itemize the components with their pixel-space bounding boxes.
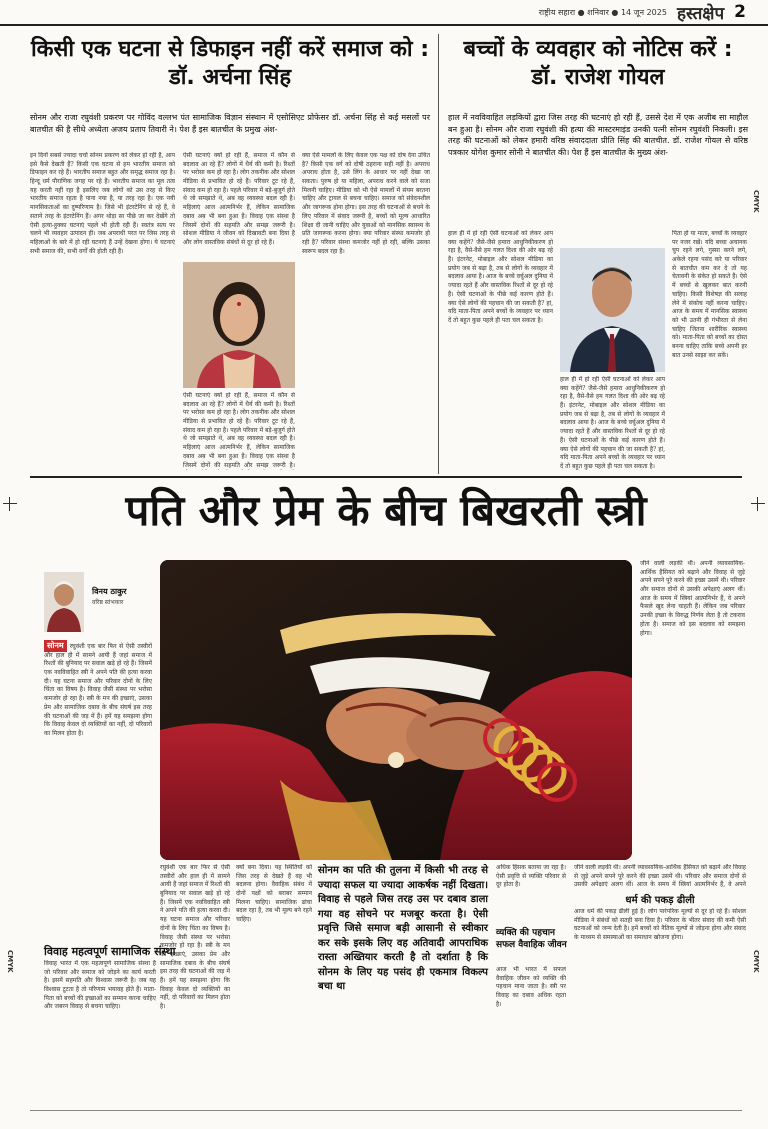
section-divider <box>30 476 742 478</box>
main-story-column-b: क्यों बना दिया। यह स्थितियों को जिस तरह से देखते हैं वह भी बदलना होगा। वैवाहिक संबंध में दोनों पक्षों को बराबर सम्मान मिलना चाहिए। सामाजिक ढांचा बदल रहा है, तब भी मूल्य बने रहने चाहिए। <box>236 864 312 924</box>
right-story-column-2: पिता हो या माता, बच्चों के व्यवहार पर नजर रखें। यदि बच्चा अचानक चुप रहने लगे, गुस्सा करने लगे, अकेले रहना पसंद करे या परिवार से बातचीत कम कर दे तो यह चेतावनी के संकेत हो सकते हैं। ऐसे में बच्चों से खुलकर बात करनी चाहिए। किसी विशेषज्ञ की सलाह लेने में संकोच नहीं करना चाहिए। आज के समय में मानसिक स्वास्थ्य को भी उतनी ही गंभीरता से लेना चाहिए जितना शारीरिक स्वास्थ्य को। माता-पिता को बच्चों का दोस्त बनना चाहिए ताकि बच्चे अपनी हर बात उनसे साझा कर सकें। <box>672 230 747 359</box>
left-story-column-3: क्या ऐसे मामलों के लिए केवल एक पक्ष को दोष देना उचित है? किसी एक वर्ग को दोषी ठहराना सही नहीं है। अपराध अपराध होता है, उसे लिंग के आधार पर नहीं देखा जा सकता। पुरुष हो या महिला, अपराध करने वाले को सजा मिलनी चाहिए। मीडिया को भी ऐसे मामलों में संयम बरतना चाहिए और ट्रायल से बचना चाहिए। समाज को संवेदनशील और जागरूक होना होगा। इस तरह की घटनाओं से बचने के लिए परिवार में संवाद जरूरी है, बच्चों को मूल्य आधारित शिक्षा दी जानी चाहिए और युवाओं को मानसिक स्वास्थ्य के प्रति जागरूक करना होगा। क्या परिवार संस्था कमजोर हो रही है? परिवार संस्था कमजोर नहीं हो रही, बल्कि उसका स्वरूप बदल रहा है। <box>302 152 430 255</box>
left-story-column-2: ऐसी घटनाएं क्यों हो रही हैं, समाज में कौन से बदलाव आ रहे हैं? लोगों में धैर्य की कमी है। रिश्तों पर भरोसा कम हो रहा है। लोग तकनीक और सोशल मीडिया से प्रभावित हो रहे हैं। परिवार टूट रहे हैं, संवाद कम हो रहा है। पहले परिवार में बड़े-बुजुर्ग होते थे जो समझाते थे, अब वह व्यवस्था बदल रही है। महिलाएं आज आत्मनिर्भर हैं, लेकिन सामाजिक दबाव अब भी बना हुआ है। विवाह एक संस्था है जिसमें दोनों की सहमति और समझ जरूरी है। सोशल मीडिया ने जीवन को दिखावटी बना दिया है और लोग वास्तविक संबंधों से दूर हो रहे हैं। <box>183 152 295 246</box>
left-story-column-1: इन दिनों सबसे ज्यादा चर्चा सोनम प्रकरण को लेकर हो रही है, आप इसे कैसे देखती हैं? किसी एक घटना से हम भारतीय समाज को डिफाइन कर रहे हैं। भारतीय समाज बहुत और समृद्ध समाज रहा है। हिन्दू धर्म पौराणिक जगह पर रहे हैं। भारतीय समाज का मूल तत्व यह करती नहीं रहा है इसलिए जब लोगों को उस तरह से किए भारतीय समाज रहता है पाना नया है, या तरह रहा है। एक नयी मानसिकताओं का दुष्परिणाम है। जिसे भी इंटरटेनिंग से रहे हैं, वे सताने तरह के इंटरटेनिंग हैं। अगर थोड़ा सा पीछे जा कर देखेंगे तो ऐसी हत्या-हुक्का घटनाएं पहले भी होती रही हैं। स्वतंत्र सत्य पर चलने भी व्यवहार उत्पादन ही। जब अपराधी परत पर जिस तरह से महिलाओं के बारे में हो रही घटनाएं हैं उन्हें देखना होगा। ये घटनाएं सभी समाज की, सभी वर्गों की होती रही हैं। <box>30 152 175 255</box>
section-masthead: हस्तक्षेप <box>676 3 725 24</box>
main-story-column-a-cont: रघुवंशी एक बार फिर से ऐसी तस्वीरों और हाल ही में सामने आयी हैं जहां समाज में रिश्तों की बुनियाद पर सवाल खड़े हो रहे हैं। जिसमें एक नवविवाहित स्त्री ने अपने पति की हत्या करवा दी। यह घटना समाज और परिवार दोनों के लिए चिंता का विषय है। विवाह जैसी संस्था पर भरोसा कमजोर हो रहा है। स्त्री के मन की इच्छाएं, उसका प्रेम और सामाजिक दबाव के बीच संघर्ष इस तरह की घटनाओं की जड़ में हैं। हमें यह समझना होगा कि विवाह केवल दो व्यक्तियों का नहीं, दो परिवारों का मिलन होता है। <box>160 864 230 1010</box>
dateline-tag: सोनम <box>44 640 67 652</box>
main-story-column-e-cont: जीने वाली लड़की थी। अपनी व्यावसायिक-आर्थिक हैसियत को बढ़ाने और विवाह से जुड़े अपने सपने पूरे करने की इच्छा उसमें थी। परिवार और समाज दोनों से उसकी अपेक्षाएं अलग थीं। आज के समय में स्त्रियां आत्मनिर्भर हैं, वे अपने <box>574 864 746 888</box>
main-story-column-d: अधिक हिंसक बताया जा रहा है। ऐसी प्रवृत्ति से व्यक्ति परिवार से दूर होता है। <box>496 864 566 889</box>
main-story-headline: पति और प्रेम के बीच बिखरती स्त्री <box>125 486 647 535</box>
registration-cross-left <box>3 497 17 511</box>
vinay-thakur-photo <box>44 572 84 632</box>
wedding-ritual-photo <box>160 560 632 860</box>
registration-cross-right <box>751 497 765 511</box>
subhead-religion: धर्म की पकड़ ढीली <box>625 895 695 906</box>
right-story-column-1: हाल ही में हो रही ऐसी घटनाओं को लेकर आप क्या कहेंगे? जैसे-जैसे हमारा आधुनिकीकरण हो रहा है, वैसे-वैसे हम गलत दिशा की ओर बढ़ रहे हैं। इंटरनेट, मोबाइल और सोशल मीडिया का प्रयोग जब से बढ़ा है, तब से लोगों के व्यवहार में बदलाव आया है। आज के बच्चे वर्चुअल दुनिया में ज्यादा रहते हैं और वास्तविक रिश्तों से दूर हो रहे हैं। ऐसी घटनाओं के पीछे कई कारण होते हैं। क्या ऐसे लोगों की पहचान की जा सकती है? हां, यदि माता-पिता अपने बच्चों के व्यवहार पर ध्यान दें तो बहुत कुछ पहले ही पता चल सकता है। <box>448 230 553 324</box>
main-story-column-a-text: रघुवंशी एक बार फिर से ऐसी तस्वीरों और हाल ही में सामने आयी हैं जहां समाज में रिश्तों की बुनियाद पर सवाल खड़े हो रहे हैं। जिसमें एक नवविवाहित स्त्री ने अपने पति की हत्या करवा दी। यह घटना समाज और परिवार दोनों के लिए चिंता का विषय है। विवाह जैसी संस्था पर भरोसा कमजोर हो रहा है। स्त्री के मन की इच्छाएं, उसका प्रेम और सामाजिक दबाव के बीच संघर्ष इस तरह की घटनाओं की जड़ में हैं। हमें यह समझना होगा कि विवाह केवल दो व्यक्तियों का नहीं, दो परिवारों का मिलन होता है। <box>44 643 152 737</box>
left-story-column-2b: ऐसी घटनाएं क्यों हो रही हैं, समाज में कौन से बदलाव आ रहे हैं? लोगों में धैर्य की कमी है। रिश्तों पर भरोसा कम हो रहा है। लोग तकनीक और सोशल मीडिया से प्रभावित हो रहे हैं। परिवार टूट रहे हैं, संवाद कम हो रहा है। पहले परिवार में बड़े-बुजुर्ग होते थे जो समझाते थे, अब वह व्यवस्था बदल रही है। महिलाएं आज आत्मनिर्भर हैं, लेकिन सामाजिक दबाव अब भी बना हुआ है। विवाह एक संस्था है जिसमें दोनों की सहमति और समझ जरूरी है। <box>183 392 295 469</box>
issue-dateline: राष्ट्रीय सहारा ● शनिवार ● 14 जून 2025 <box>538 7 667 17</box>
subhead-marriage-institution: विवाह महत्वपूर्ण सामाजिक संस्था <box>44 945 176 958</box>
main-story-column-a <box>44 640 152 940</box>
cmyk-mark-left-bottom: CMYK <box>6 950 14 973</box>
pull-quote: सोनम का पति की तुलना में किसी भी तरह से ज्यादा सफल या ज्यादा आकर्षक नहीं दिखता। विवाह से पहले जिस तरह उस पर दबाव डाला गया वह सोचने पर मजबूर करता है। ऐसी प्रवृत्ति जिसे समाज बड़ी आसानी से स्वीकार कर सके इसके लिए वह अतिवादी आपराधिक रास्ता अख्तियार करती है तो दर्शाता है कि सोनम के लिए यह पसंद ही एकमात्र विकल्प बचा था <box>318 865 488 992</box>
right-story-headline: बच्चों के व्यवहार को नोटिस करें : डॉ. राजेश गोयल <box>463 37 733 90</box>
left-story-intro: सोनम और राजा रघुवंशी प्रकरण पर गोविंद वल्लभ पंत सामाजिक विज्ञान संस्थान में एसोसिएट प्रोफेसर डॉ. अर्चना सिंह से कई मसलों पर बातचीत की है सीधे अध्येता अजय प्रताप तिवारी ने। पेश हैं इस बातचीत के प्रमुख अंश- <box>30 113 430 134</box>
author-name: विनय ठाकुर <box>92 587 127 596</box>
left-story-headline: किसी एक घटना से डिफाइन नहीं करें समाज को : डॉ. अर्चना सिंह <box>30 37 430 90</box>
right-story-intro: हाल में नवविवाहित लड़कियों द्वारा जिस तरह की घटनाएं हो रही हैं, उससे देश में एक अजीब सा माहौल बन हुआ है। सोनम और राजा रघुवंशी की हत्या की मास्टरमाइंड उनकी पत्नी सोनम रघुवंशी निकली। इस तरह की घटनाओं को लेकर हमारी वरिष्ठ संवाददाता प्रीति सिंह की बातचीत. डॉ. राजेश गोयल से वरिष्ठ पत्रकार योगेश कुमार सोनी ने बातचीत की। पेश हैं इस बातचीत के मुख्य अंश- <box>448 113 748 157</box>
main-story-column-e2: आज धर्म की पकड़ ढीली हुई है। लोग पारंपरिक मूल्यों से दूर हो रहे हैं। सोशल मीडिया ने संबंधों को सतही बना दिया है। परिवार के भीतर संवाद की कमी ऐसी घटनाओं को जन्म देती है। हमें बच्चों को नैतिक मूल्यों से जोड़ना होगा और संवाद के माध्यम से समस्याओं का समाधान खोजना होगा। <box>574 908 746 942</box>
author-role: वरिष्ठ स्तंभकार <box>92 599 124 606</box>
main-story-column-d2: आज भी भारत में सफल वैवाहिक जीवन को व्यक्ति की पहचान माना जाता है। स्त्री पर विवाह का दबाव अधिक रहता है। <box>496 966 566 1008</box>
right-story-column-1b: हाल ही में हो रही ऐसी घटनाओं को लेकर आप क्या कहेंगे? जैसे-जैसे हमारा आधुनिकीकरण हो रहा है, वैसे-वैसे हम गलत दिशा की ओर बढ़ रहे हैं। इंटरनेट, मोबाइल और सोशल मीडिया का प्रयोग जब से बढ़ा है, तब से लोगों के व्यवहार में बदलाव आया है। आज के बच्चे वर्चुअल दुनिया में ज्यादा रहते हैं और वास्तविक रिश्तों से दूर हो रहे हैं। ऐसी घटनाओं के पीछे कई कारण होते हैं। क्या ऐसे लोगों की पहचान की जा सकती है? हां, यदि माता-पिता अपने बच्चों के व्यवहार पर ध्यान दें तो बहुत कुछ पहले ही पता चल सकता है। <box>560 376 665 470</box>
page-number: 2 <box>734 2 746 22</box>
cmyk-mark-right-bottom: CMYK <box>752 950 760 973</box>
subhead-identity: व्यक्ति की पहचान सफल वैवाहिक जीवन <box>496 928 567 950</box>
cmyk-mark-right-top: CMYK <box>752 190 760 213</box>
main-story-column-a2: विवाह भारत में एक महत्वपूर्ण सामाजिक संस्था है जो परिवार और समाज को जोड़ने का कार्य करती है। इसमें सहमति और विश्वास जरूरी है। जब यह विश्वास टूटता है तो परिणाम भयावह होते हैं। माता-पिता को बच्चों की इच्छाओं का सम्मान करना चाहिए और जबरन विवाह से बचना चाहिए। <box>44 960 156 1011</box>
page-header <box>0 0 768 26</box>
archana-singh-photo <box>183 262 295 388</box>
page-bottom-rule <box>30 1110 742 1111</box>
main-story-column-e: जीने वाली लड़की थी। अपनी व्यावसायिक-आर्थिक हैसियत को बढ़ाने और विवाह से जुड़े अपने सपने पूरे करने की इच्छा उसमें थी। परिवार और समाज दोनों से उसकी अपेक्षाएं अलग थीं। आज के समय में स्त्रियां आत्मनिर्भर हैं, वे अपने फैसले खुद लेना चाहती हैं। लेकिन जब परिवार उनकी इच्छा के विरुद्ध निर्णय लेता है तो टकराव होता है। समाज को इस बदलाव को समझना होगा। <box>640 560 745 637</box>
rajesh-goyal-photo <box>560 248 665 372</box>
column-divider <box>438 34 439 474</box>
